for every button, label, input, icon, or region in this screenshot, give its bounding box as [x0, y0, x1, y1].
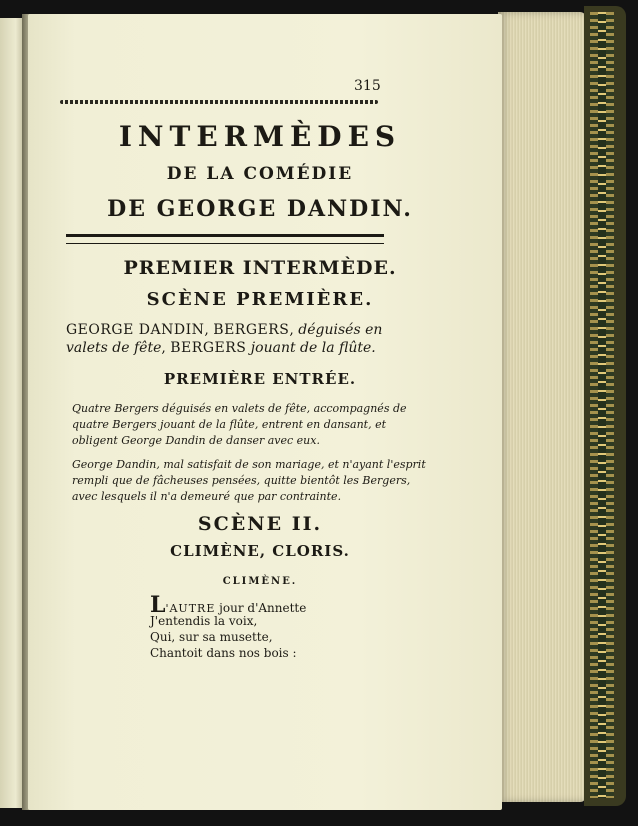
page-edges: [498, 12, 586, 802]
stage-direction-line: obligent George Dandin de danser avec eux.: [72, 434, 320, 447]
scene-one-heading: SCÈNE PREMIÈRE.: [146, 289, 374, 310]
cast-desc-3: jouant de la flûte.: [246, 340, 376, 356]
cast-bergers-2: BERGERS: [170, 340, 247, 356]
cast-line-1: [66, 322, 382, 338]
title-line-1: INTERMÈDES: [118, 120, 402, 153]
scene-two-heading: SCÈNE II.: [197, 513, 323, 535]
stage-direction-line: Quatre Bergers déguisés en valets de fête, accompagnés de: [72, 402, 407, 415]
stage-direction-line: avec lesquels il n'a demeuré que par contrainte.: [72, 490, 342, 503]
cast-desc-1: déguisés en: [298, 322, 383, 338]
stage-direction-line: rempli que de fâcheuses pensées, quitte bientôt les Bergers,: [72, 474, 411, 487]
page-number: 315: [354, 78, 381, 94]
cover-ornament-inner: [598, 12, 606, 798]
title-line-3: DE GEORGE DANDIN.: [107, 196, 413, 222]
drop-cap: L: [150, 592, 166, 618]
cast-sep-1: ,: [204, 322, 214, 338]
double-rule: [66, 234, 384, 244]
verse-line-2: J'entendis la voix,: [150, 614, 258, 628]
cast-george-dandin: GEORGE DANDIN: [66, 322, 205, 338]
verse-smallcaps: 'AUTRE: [165, 602, 216, 615]
intermede-heading: PREMIER INTERMÈDE.: [123, 257, 397, 279]
verse-line-1: [150, 594, 306, 616]
cast-line-2: [66, 340, 376, 356]
cast-bergers: BERGERS: [213, 322, 290, 338]
speaker-name: CLIMÈNE.: [222, 576, 298, 587]
verse-line-3: Qui, sur sa musette,: [150, 630, 273, 644]
cast-desc-2: valets de fête: [66, 340, 162, 356]
verse-line-4: Chantoit dans nos bois :: [150, 646, 297, 660]
stage-direction-line: quatre Bergers jouant de la flûte, entrent en dansant, et: [72, 418, 387, 431]
entree-heading: PREMIÈRE ENTRÉE.: [163, 370, 357, 388]
ornamental-rule: [60, 100, 378, 104]
cast-sep-2: ,: [289, 322, 299, 338]
verse-line-1-rest: jour d'Annette: [215, 601, 307, 615]
title-line-2: DE LA COMÉDIE: [166, 164, 354, 184]
cast-sep-3: ,: [161, 340, 171, 356]
stage-direction-line: George Dandin, mal satisfait de son mariage, et n'ayant l'esprit: [72, 458, 426, 471]
scene-two-characters: CLIMÈNE, CLORIS.: [170, 542, 350, 560]
